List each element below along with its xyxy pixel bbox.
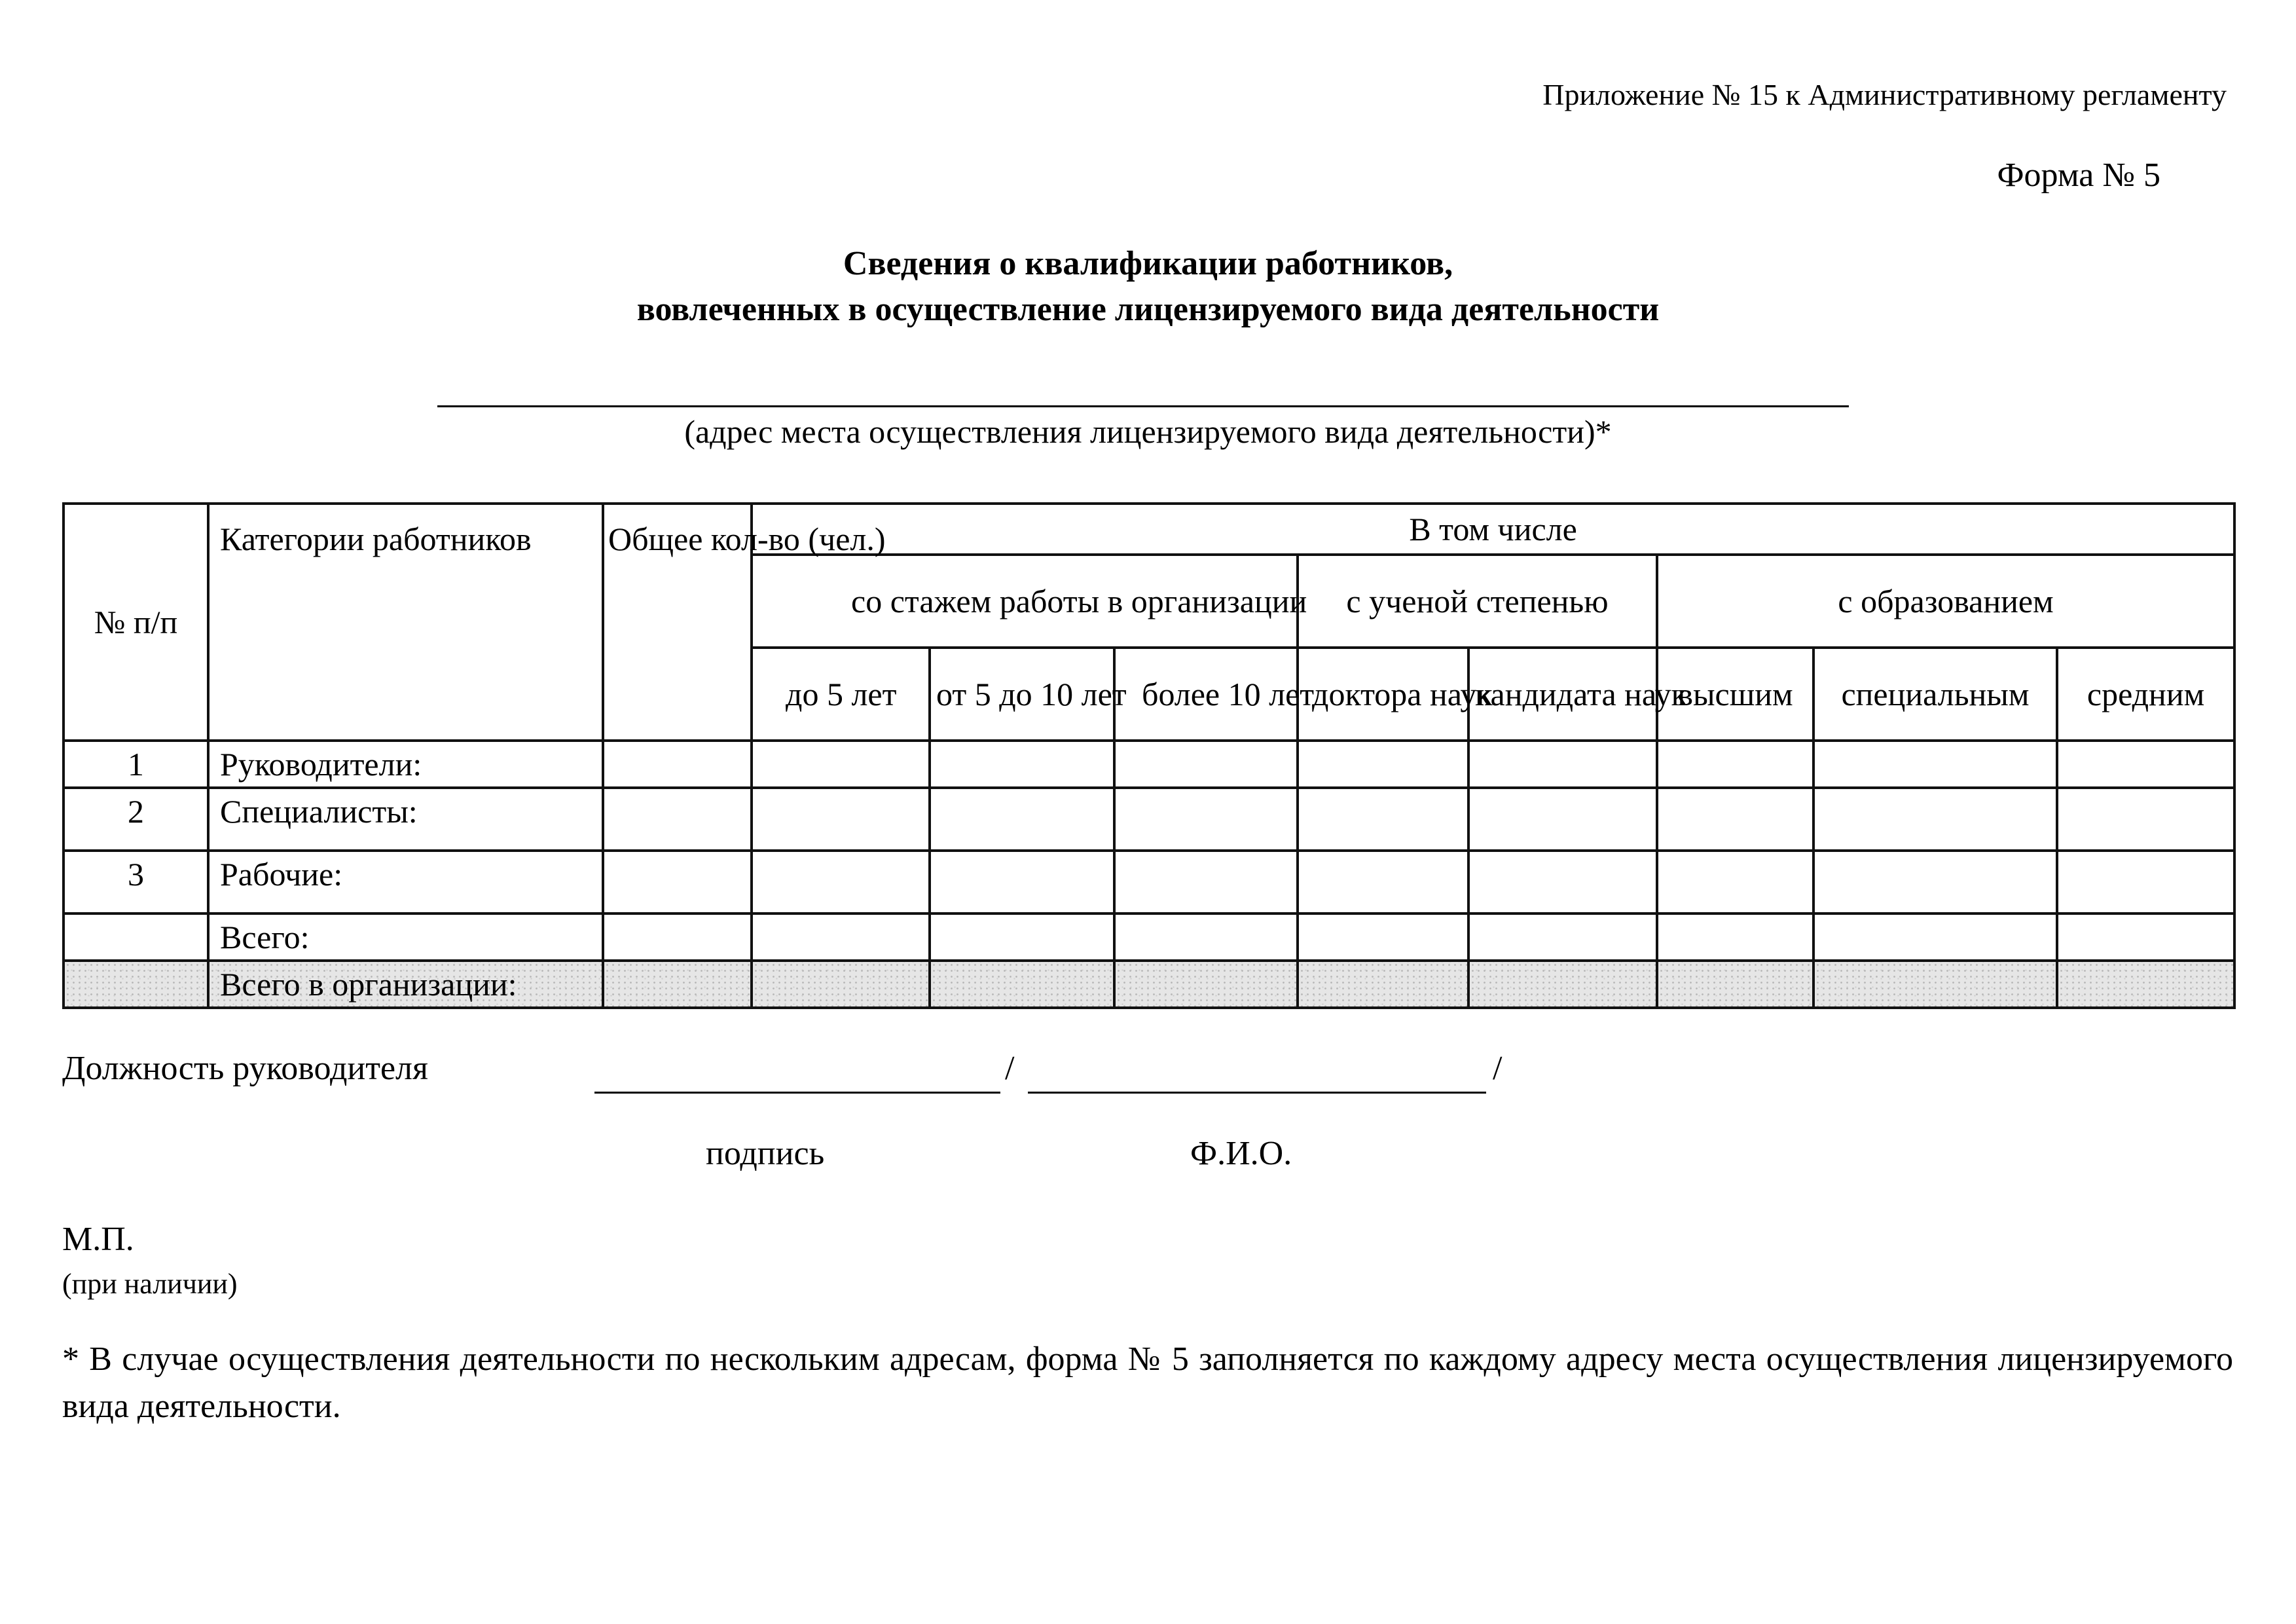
address-caption: (адрес места осуществления лицензируемого вида деятельности)*: [684, 413, 1612, 450]
table-row-total: [64, 913, 2234, 961]
cell[interactable]: [2057, 913, 2234, 961]
cell[interactable]: [1657, 961, 1813, 1008]
cell[interactable]: [752, 788, 930, 851]
cell[interactable]: [1813, 961, 2057, 1008]
cell[interactable]: [1114, 851, 1298, 913]
cell[interactable]: [1114, 788, 1298, 851]
header-category: Категории работников: [208, 504, 603, 741]
cell[interactable]: [1813, 788, 2057, 851]
header-exp-5-to-10: от 5 до 10 лет: [930, 648, 1114, 741]
cell[interactable]: [1657, 913, 1813, 961]
document-title-line-1: Сведения о квалификации работников,: [843, 245, 1453, 282]
cell[interactable]: [1298, 913, 1468, 961]
signature-input-line[interactable]: [594, 1092, 1000, 1094]
table-row: [64, 741, 2234, 788]
header-including: В том числе: [752, 504, 2234, 555]
form-number: Форма № 5: [1997, 157, 2160, 194]
cell[interactable]: [1813, 741, 2057, 788]
header-total: Общее кол-во (чел.): [603, 504, 752, 741]
cell[interactable]: [603, 788, 752, 851]
cell[interactable]: [1468, 788, 1657, 851]
header-experience-group: со стажем работы в организации: [752, 555, 1298, 648]
row-number: 2: [64, 788, 208, 851]
cell[interactable]: [752, 851, 930, 913]
cell[interactable]: [603, 851, 752, 913]
row-number: 3: [64, 851, 208, 913]
cell[interactable]: [2057, 961, 2234, 1008]
address-input-line[interactable]: [437, 405, 1849, 407]
cell[interactable]: [930, 788, 1114, 851]
stamp-note: (при наличии): [62, 1268, 238, 1300]
cell[interactable]: [1657, 851, 1813, 913]
signature-caption: подпись: [706, 1135, 825, 1172]
cell[interactable]: [930, 961, 1114, 1008]
cell[interactable]: [1657, 741, 1813, 788]
cell[interactable]: [2057, 851, 2234, 913]
manager-position-label: Должность руководителя: [62, 1050, 428, 1087]
row-number: [64, 913, 208, 961]
header-edu-secondary: средним: [2057, 648, 2234, 741]
cell[interactable]: [930, 741, 1114, 788]
separator-slash: /: [1005, 1050, 1015, 1087]
cell[interactable]: [752, 913, 930, 961]
cell[interactable]: [930, 851, 1114, 913]
footnote: * В случае осуществления деятельности по нескольким адресам, форма № 5 заполняется по каждому адресу места осуществления лицензируемого вида деятельности.: [62, 1340, 2233, 1425]
header-number: № п/п: [64, 504, 208, 741]
table-row: [64, 788, 2234, 851]
cell[interactable]: [1468, 961, 1657, 1008]
cell[interactable]: [1813, 851, 2057, 913]
cell[interactable]: [1468, 851, 1657, 913]
cell[interactable]: [1468, 741, 1657, 788]
full-name-caption: Ф.И.О.: [1190, 1135, 1292, 1172]
cell[interactable]: [1298, 788, 1468, 851]
table-row: [64, 851, 2234, 913]
cell[interactable]: [1114, 961, 1298, 1008]
header-edu-special: специальным: [1813, 648, 2057, 741]
row-category: Всего в организации:: [208, 961, 603, 1008]
qualification-table: [62, 502, 2236, 1009]
cell[interactable]: [752, 961, 930, 1008]
cell[interactable]: [603, 913, 752, 961]
header-degree-group: с ученой степенью: [1298, 555, 1657, 648]
cell[interactable]: [1298, 961, 1468, 1008]
header-doctor: доктора наук: [1298, 648, 1468, 741]
row-number: [64, 961, 208, 1008]
header-candidate: кандидата наук: [1468, 648, 1657, 741]
stamp-label: М.П.: [62, 1221, 134, 1258]
row-category: Руководители:: [208, 741, 603, 788]
table-row-organization-total: [64, 961, 2234, 1008]
cell[interactable]: [1114, 913, 1298, 961]
header-exp-up-to-5: до 5 лет: [752, 648, 930, 741]
row-category: Рабочие:: [208, 851, 603, 913]
header-edu-higher: высшим: [1657, 648, 1813, 741]
cell[interactable]: [1657, 788, 1813, 851]
cell[interactable]: [1813, 913, 2057, 961]
document-title-line-2: вовлеченных в осуществление лицензируемого вида деятельности: [636, 291, 1660, 328]
cell[interactable]: [930, 913, 1114, 961]
cell[interactable]: [1114, 741, 1298, 788]
header-education-group: с образованием: [1657, 555, 2234, 648]
header-exp-over-10: более 10 лет: [1114, 648, 1298, 741]
cell[interactable]: [603, 961, 752, 1008]
row-category: Специалисты:: [208, 788, 603, 851]
cell[interactable]: [752, 741, 930, 788]
cell[interactable]: [1468, 913, 1657, 961]
appendix-reference: Приложение № 15 к Административному регламенту: [1542, 78, 2227, 111]
cell[interactable]: [2057, 741, 2234, 788]
row-category: Всего:: [208, 913, 603, 961]
cell[interactable]: [2057, 788, 2234, 851]
separator-slash: /: [1493, 1050, 1503, 1087]
row-number: 1: [64, 741, 208, 788]
cell[interactable]: [1298, 851, 1468, 913]
full-name-input-line[interactable]: [1028, 1092, 1486, 1094]
cell[interactable]: [1298, 741, 1468, 788]
cell[interactable]: [603, 741, 752, 788]
